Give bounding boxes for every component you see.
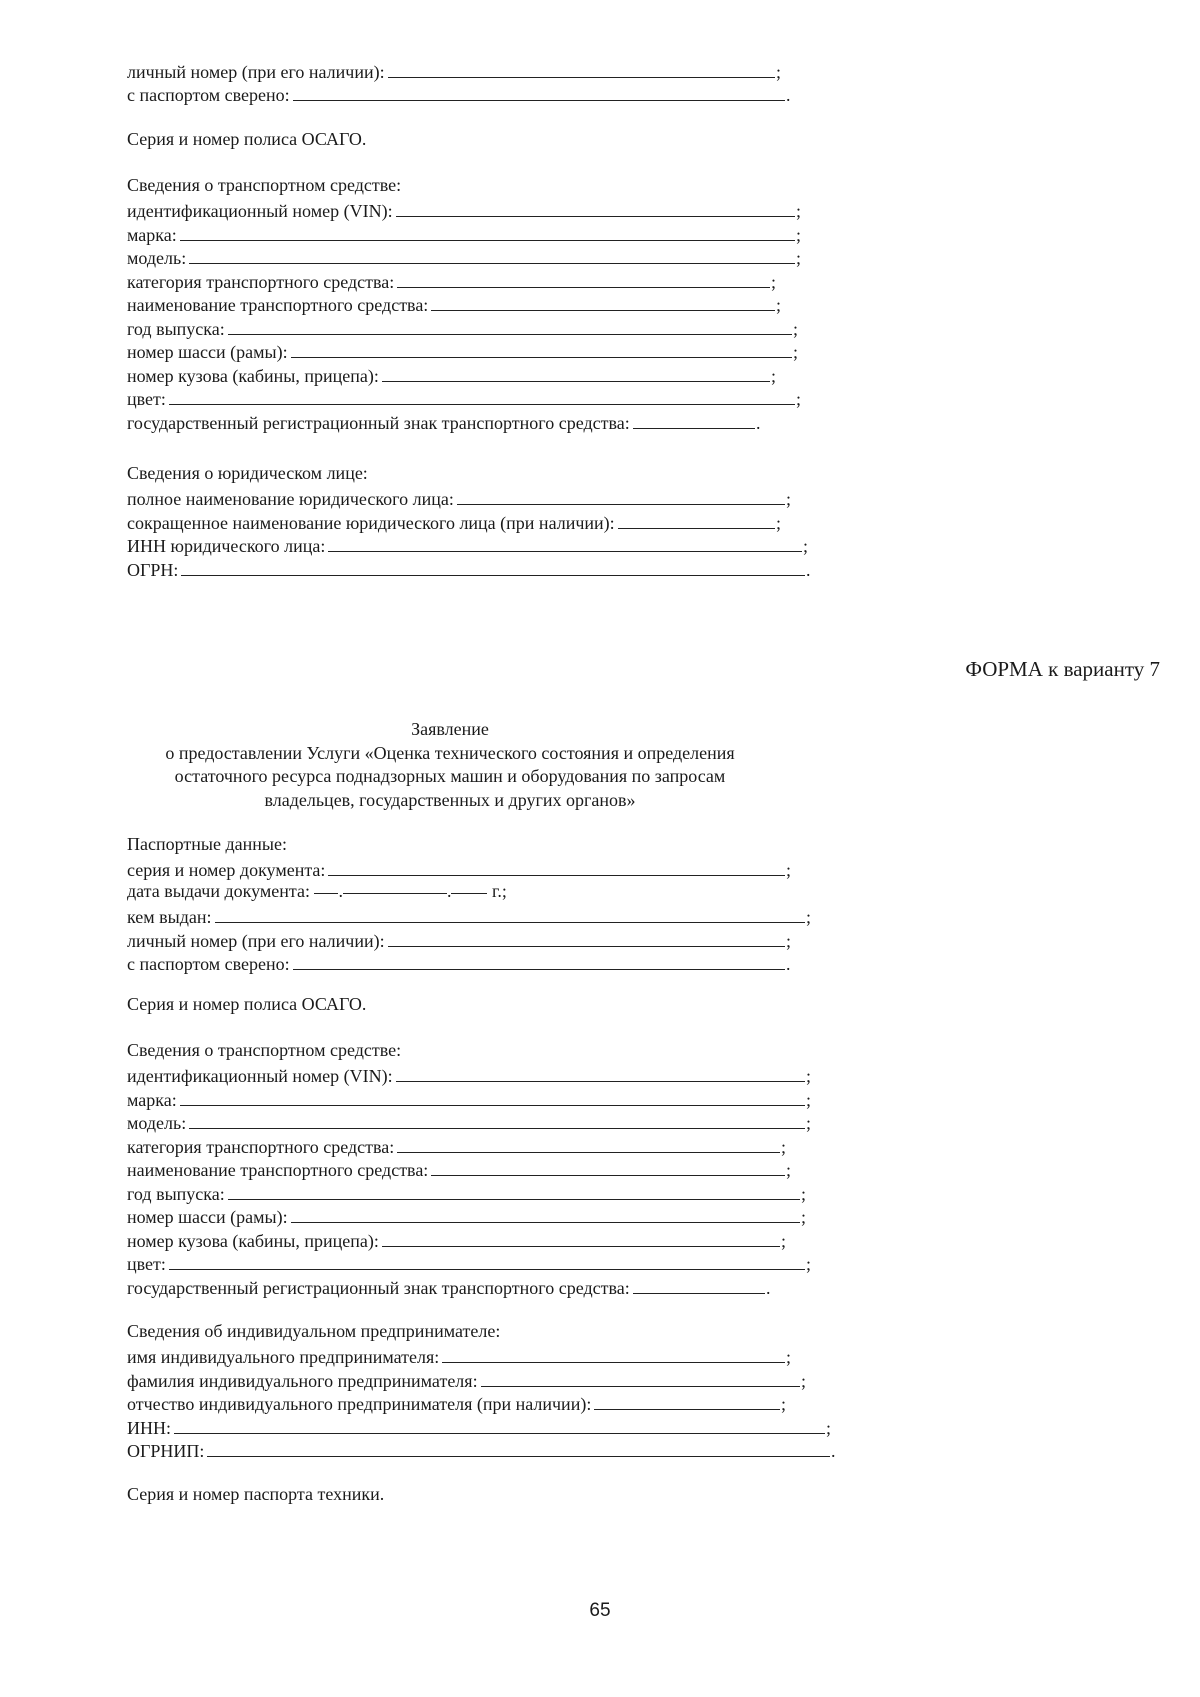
osago-note: Серия и номер полиса ОСАГО.	[127, 994, 367, 1014]
fill-in-line[interactable]	[388, 77, 775, 78]
form-field	[127, 1086, 887, 1110]
field-terminator: ;	[803, 536, 809, 556]
fill-in-line[interactable]	[457, 504, 785, 505]
form-field	[127, 1204, 887, 1228]
field-label: серия и номер документа:	[127, 860, 326, 880]
fill-in-line[interactable]	[169, 404, 795, 405]
field-terminator: ;	[776, 295, 782, 315]
field-terminator: ;	[806, 907, 812, 927]
field-label: модель:	[127, 248, 187, 268]
fill-in-line[interactable]	[397, 1152, 780, 1153]
form-field	[127, 1157, 887, 1181]
issue-date-field	[127, 880, 887, 904]
field-label: с паспортом сверено:	[127, 954, 290, 974]
fill-in-line[interactable]	[328, 551, 802, 552]
field-label: наименование транспортного средства:	[127, 295, 429, 315]
form-field	[127, 927, 887, 951]
fill-in-line[interactable]	[291, 357, 792, 358]
fill-in-line[interactable]	[397, 287, 770, 288]
fill-in-line[interactable]	[189, 1128, 805, 1129]
osago-note: Серия и номер полиса ОСАГО.	[127, 129, 367, 149]
form-field	[127, 1367, 887, 1391]
fill-in-line[interactable]	[594, 1409, 780, 1410]
field-label: государственный регистрационный знак транспортного средства:	[127, 1277, 630, 1298]
field-label: государственный регистрационный знак транспортного средства:	[127, 412, 630, 433]
form-field	[127, 904, 887, 928]
form-field	[127, 268, 887, 292]
page-number: 65	[589, 1600, 611, 1621]
field-terminator: ;	[786, 489, 792, 509]
form-field	[127, 1110, 887, 1134]
field-label: идентификационный номер (VIN):	[127, 1066, 393, 1086]
application-title	[110, 718, 790, 812]
field-label: номер шасси (рамы):	[127, 1207, 288, 1227]
form-field	[127, 386, 887, 410]
fill-in-line[interactable]	[180, 240, 795, 241]
field-label: личный номер (при его наличии):	[127, 61, 385, 82]
form-field	[127, 1227, 887, 1251]
form-field	[127, 245, 887, 269]
form-variant-label: ФОРМА к варианту 7	[965, 657, 1160, 681]
title-line: Заявление	[411, 719, 489, 739]
field-label: год выпуска:	[127, 318, 225, 339]
field-terminator: .	[831, 1441, 836, 1461]
field-terminator: ;	[781, 1394, 787, 1414]
fill-in-line[interactable]	[207, 1456, 830, 1457]
field-label: номер шасси (рамы):	[127, 342, 288, 362]
fill-in-line[interactable]	[189, 263, 795, 264]
form-field	[127, 58, 887, 82]
year-suffix: г.;	[491, 881, 507, 901]
form-field	[127, 1063, 887, 1087]
field-label: кем выдан:	[127, 907, 212, 927]
field-terminator: ;	[796, 201, 802, 221]
fill-in-line[interactable]	[174, 1433, 825, 1434]
fill-in-line[interactable]	[169, 1269, 805, 1270]
tech-passport-note: Серия и номер паспорта техники.	[127, 1484, 385, 1504]
field-terminator: .	[786, 954, 791, 974]
field-label: номер кузова (кабины, прицепа):	[127, 1230, 379, 1251]
title-line: остаточного ресурса поднадзорных машин и оборудования по запросам	[174, 766, 726, 786]
fill-in-line[interactable]	[481, 1386, 800, 1387]
field-terminator: ;	[801, 1370, 807, 1391]
fill-in-line[interactable]	[388, 946, 785, 947]
fill-in-line[interactable]	[396, 1081, 805, 1082]
field-terminator: ;	[776, 512, 782, 533]
fill-in-line[interactable]	[228, 1199, 800, 1200]
field-terminator: ;	[781, 1136, 787, 1157]
field-label: год выпуска:	[127, 1183, 225, 1204]
form-field	[127, 556, 887, 580]
field-terminator: ;	[796, 224, 802, 245]
field-terminator: ;	[793, 342, 799, 362]
date-separator: .	[446, 881, 452, 901]
field-terminator: ;	[801, 1183, 807, 1204]
passport-tail-section	[127, 58, 887, 105]
form-field	[127, 362, 887, 386]
field-terminator: ;	[796, 248, 802, 268]
field-label: категория транспортного средства:	[127, 271, 395, 292]
field-label: фамилия индивидуального предпринимателя:	[127, 1370, 478, 1391]
form-field	[127, 82, 887, 106]
field-terminator: ;	[781, 1230, 787, 1251]
fill-in-line[interactable]	[618, 528, 775, 529]
field-terminator: ;	[793, 318, 799, 339]
form-field	[127, 857, 887, 881]
fill-in-line[interactable]	[291, 1222, 800, 1223]
fill-in-line[interactable]	[431, 310, 775, 311]
field-terminator: ;	[806, 1066, 812, 1086]
section-heading: Сведения о транспортном средстве:	[127, 1040, 402, 1060]
section-heading: Сведения об индивидуальном предпринимателе:	[127, 1321, 501, 1341]
field-terminator: .	[786, 85, 791, 105]
fill-in-line[interactable]	[431, 1175, 785, 1176]
fill-in-line[interactable]	[633, 428, 755, 429]
field-label: отчество индивидуального предпринимателя (при наличии):	[127, 1394, 592, 1414]
fill-in-line[interactable]	[180, 1105, 805, 1106]
field-terminator: ;	[776, 61, 782, 82]
fill-in-line[interactable]	[382, 381, 770, 382]
field-label: модель:	[127, 1113, 187, 1133]
field-terminator: .	[756, 412, 761, 433]
field-label: ИНН юридического лица:	[127, 536, 326, 556]
fill-in-line[interactable]	[293, 100, 785, 101]
form-field	[127, 221, 887, 245]
form-field	[127, 292, 887, 316]
section-heading: Паспортные данные:	[127, 834, 287, 854]
field-terminator: ;	[806, 1254, 812, 1274]
form-field	[127, 339, 887, 363]
fill-in-line[interactable]	[382, 1246, 780, 1247]
field-terminator: ;	[826, 1417, 832, 1438]
form-field	[127, 198, 887, 222]
field-terminator: ;	[796, 389, 802, 409]
field-terminator: ;	[801, 1207, 807, 1227]
form-field	[127, 509, 887, 533]
fill-in-line[interactable]	[228, 334, 792, 335]
form-field	[127, 533, 887, 557]
field-terminator: ;	[806, 1113, 812, 1133]
year-blank[interactable]	[451, 893, 487, 894]
section-heading: Сведения о юридическом лице:	[127, 463, 368, 483]
form-field	[127, 1414, 887, 1438]
fill-in-line[interactable]	[633, 1293, 765, 1294]
field-terminator: .	[806, 559, 811, 580]
form-field	[127, 409, 887, 433]
field-terminator: ;	[786, 930, 792, 951]
field-terminator: ;	[771, 271, 777, 292]
field-label: марка:	[127, 224, 177, 245]
field-terminator: ;	[786, 1347, 792, 1367]
entrepreneur-section	[127, 1320, 887, 1461]
field-label: цвет:	[127, 1254, 166, 1274]
field-terminator: ;	[806, 1089, 812, 1110]
field-terminator: ;	[771, 365, 777, 386]
field-label: ОГРН:	[127, 559, 179, 580]
title-line: о предоставлении Услуги «Оценка технического состояния и определения	[165, 742, 735, 763]
field-label: имя индивидуального предпринимателя:	[127, 1347, 440, 1367]
form-field	[127, 1391, 887, 1415]
day-blank[interactable]	[314, 893, 338, 894]
field-label: категория транспортного средства:	[127, 1136, 395, 1157]
form-field	[127, 1344, 887, 1368]
field-label: марка:	[127, 1089, 177, 1110]
form-field	[127, 1438, 887, 1462]
form-field	[127, 486, 887, 510]
field-label: ИНН:	[127, 1417, 171, 1438]
field-label: полное наименование юридического лица:	[127, 489, 454, 509]
fill-in-line[interactable]	[181, 575, 805, 576]
fill-in-line[interactable]	[442, 1362, 785, 1363]
fill-in-line[interactable]	[215, 922, 805, 923]
fill-in-line[interactable]	[396, 216, 795, 217]
form-field	[127, 951, 887, 975]
fill-in-line[interactable]	[328, 875, 785, 876]
section-heading: Сведения о транспортном средстве:	[127, 175, 402, 195]
vehicle-section	[127, 174, 887, 433]
field-terminator: ;	[786, 1160, 792, 1180]
legal-entity-section	[127, 462, 887, 580]
month-blank[interactable]	[343, 893, 447, 894]
form-field	[127, 1251, 887, 1275]
form-field	[127, 315, 887, 339]
field-label: идентификационный номер (VIN):	[127, 201, 393, 221]
field-label: цвет:	[127, 389, 166, 409]
field-terminator: ;	[786, 860, 792, 880]
date-separator: .	[338, 881, 343, 901]
passport-section	[127, 833, 887, 974]
form-field	[127, 1180, 887, 1204]
field-terminator: .	[766, 1277, 771, 1298]
field-label: с паспортом сверено:	[127, 85, 290, 105]
form-field	[127, 1133, 887, 1157]
field-label: сокращенное наименование юридического лица (при наличии):	[127, 512, 615, 533]
field-label: наименование транспортного средства:	[127, 1160, 429, 1180]
field-label: дата выдачи документа:	[127, 881, 310, 901]
fill-in-line[interactable]	[293, 969, 785, 970]
field-label: ОГРНИП:	[127, 1441, 205, 1461]
vehicle-section	[127, 1039, 887, 1298]
form-field	[127, 1274, 887, 1298]
field-label: номер кузова (кабины, прицепа):	[127, 365, 379, 386]
title-line: владельцев, государственных и других органов»	[264, 789, 636, 810]
field-label: личный номер (при его наличии):	[127, 930, 385, 951]
